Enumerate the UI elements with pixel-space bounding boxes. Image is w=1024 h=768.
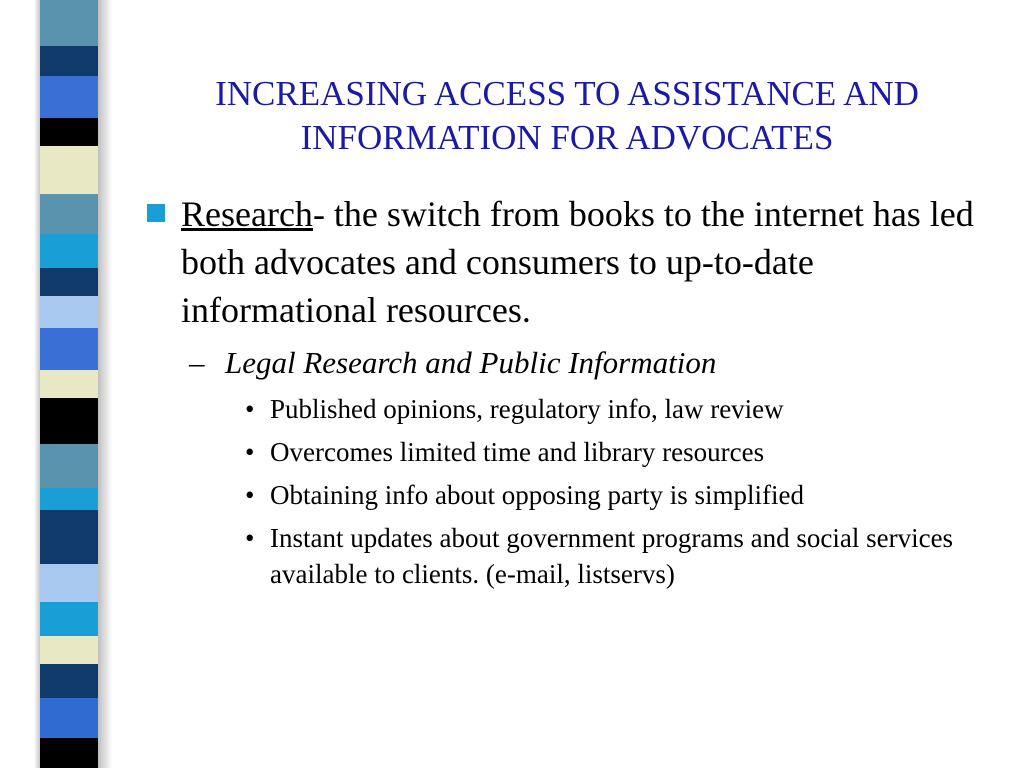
- stripe-segment: [40, 234, 98, 268]
- sub-bullet-1: [145, 391, 995, 427]
- stripe-segment: [40, 398, 98, 444]
- sub-bullet-text: Overcomes limited time and library resources: [270, 437, 765, 467]
- stripe-shadow-left: [34, 0, 40, 768]
- square-bullet-icon: [147, 204, 165, 222]
- sub-heading: [145, 342, 995, 384]
- dot-bullet-icon: •: [245, 437, 255, 467]
- slide-title: [150, 72, 984, 160]
- stripe-segment: [40, 488, 98, 510]
- sub-heading-text: Legal Research and Public Information: [225, 345, 717, 380]
- stripe-segment: [40, 636, 98, 664]
- title-line-2: INFORMATION FOR ADVOCATES: [300, 118, 834, 157]
- dot-bullet-icon: •: [245, 480, 255, 510]
- sub-bullet-2: [145, 434, 995, 470]
- sub-bullet-text: Published opinions, regulatory info, law review: [270, 394, 784, 424]
- stripe-segment: [40, 0, 98, 18]
- stripe-segment: [40, 444, 98, 488]
- stripe-segment: [40, 664, 98, 698]
- stripe-segment: [40, 118, 98, 146]
- sub-bullet-text: Instant updates about government programs and social services available to clients. (e-mail, listservs): [270, 523, 954, 589]
- decorative-stripe: [40, 0, 98, 768]
- stripe-segment: [40, 76, 98, 118]
- slide-body: [145, 190, 995, 592]
- main-bullet: [145, 190, 995, 334]
- dot-bullet-icon: •: [245, 523, 255, 553]
- title-line-1: INCREASING ACCESS TO ASSISTANCE AND: [215, 74, 919, 113]
- dot-bullet-icon: •: [245, 394, 255, 424]
- stripe-segment: [40, 296, 98, 328]
- stripe-segment: [40, 328, 98, 370]
- sub-bullet-text: Obtaining info about opposing party is simplified: [270, 480, 804, 510]
- stripe-segment: [40, 698, 98, 738]
- stripe-segment: [40, 194, 98, 234]
- stripe-segment: [40, 146, 98, 194]
- stripe-segment: [40, 268, 98, 296]
- stripe-segment: [40, 370, 98, 398]
- main-bullet-term: Research: [181, 194, 313, 234]
- stripe-segment: [40, 738, 98, 768]
- sub-bullet-4: [145, 520, 995, 592]
- stripe-segment: [40, 46, 98, 76]
- stripe-segment: [40, 510, 98, 564]
- stripe-segment: [40, 564, 98, 602]
- dash-bullet-icon: –: [189, 345, 205, 380]
- stripe-segment: [40, 18, 98, 46]
- stripe-segment: [40, 602, 98, 636]
- main-bullet-text: - the switch from books to the internet has led both advocates and consumers to up-to-date informational resources.: [181, 194, 974, 330]
- stripe-shadow-right: [98, 0, 112, 768]
- sub-bullet-3: [145, 477, 995, 513]
